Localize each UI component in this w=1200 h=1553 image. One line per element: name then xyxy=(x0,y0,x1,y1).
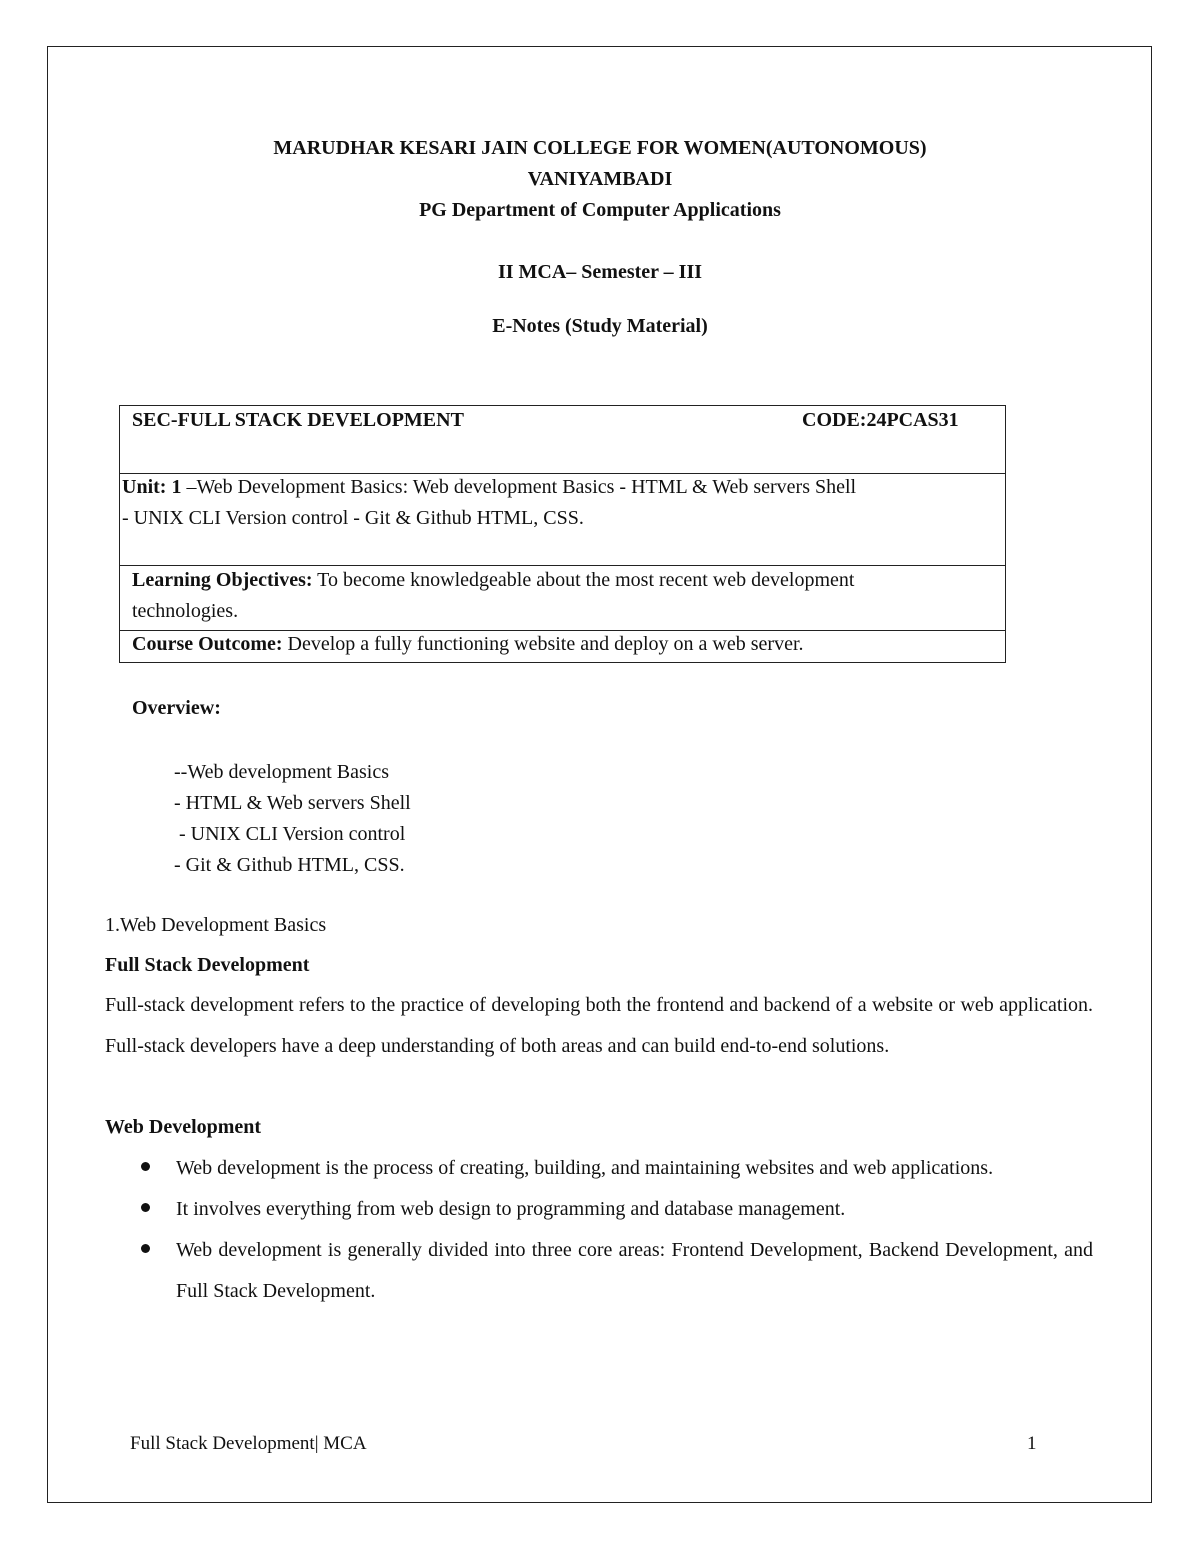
outcome-row xyxy=(120,631,1005,662)
full-stack-paragraph: Full-stack development refers to the practice of developing both the frontend and backend of a website or web application. Full-stack developers have a deep understanding of both areas and can build end-to-end solutions. xyxy=(105,994,1093,1057)
overview-item: - Git & Github HTML, CSS. xyxy=(174,854,405,876)
course-title: SEC-FULL STACK DEVELOPMENT xyxy=(132,409,464,431)
course-title-row xyxy=(120,406,1005,474)
notes-type: E-Notes (Study Material) xyxy=(492,315,708,337)
overview-list xyxy=(174,757,411,881)
unit-line-2: - UNIX CLI Version control - Git & Github HTML, CSS. xyxy=(122,507,584,529)
course-info-table xyxy=(119,405,1006,663)
objectives-line-1 xyxy=(132,569,854,592)
list-item xyxy=(105,1148,1093,1189)
section-title: 1.Web Development Basics xyxy=(105,914,327,936)
college-name: MARUDHAR KESARI JAIN COLLEGE FOR WOMEN(AUTONOMOUS) xyxy=(273,137,927,159)
objectives-row xyxy=(120,566,1005,631)
college-city: VANIYAMBADI xyxy=(527,168,673,190)
outcome-label: Course Outcome: xyxy=(132,633,283,655)
bullet-text: Web development is the process of creating, building, and maintaining websites and web applications. xyxy=(176,1157,994,1179)
unit-text-1: –Web Development Basics: Web development Basics - HTML & Web servers Shell xyxy=(181,476,857,498)
outcome-text: Develop a fully functioning website and deploy on a web server. xyxy=(282,633,804,655)
bullet-icon xyxy=(141,1162,150,1171)
unit-line-1 xyxy=(122,476,856,499)
department-name: PG Department of Computer Applications xyxy=(419,199,781,221)
bullet-text: It involves everything from web design to programming and database management. xyxy=(176,1198,846,1220)
unit-label: Unit: 1 xyxy=(122,476,182,498)
unit-row xyxy=(120,474,1005,566)
bullet-icon xyxy=(141,1203,150,1212)
page-number: 1 xyxy=(1027,1433,1037,1454)
web-development-bullets xyxy=(105,1148,1093,1312)
web-development-heading: Web Development xyxy=(105,1116,262,1138)
course-code: CODE:24PCAS31 xyxy=(802,409,959,431)
objectives-text-1: To become knowledgeable about the most recent web development xyxy=(312,569,855,591)
bullet-icon xyxy=(141,1244,150,1253)
full-stack-heading: Full Stack Development xyxy=(105,954,310,976)
overview-item: - HTML & Web servers Shell xyxy=(174,792,411,814)
footer-title: Full Stack Development| MCA xyxy=(130,1433,367,1454)
bullet-text: Web development is generally divided into three core areas: Frontend Development, Backend Development, and Full Stack Development. xyxy=(176,1239,1093,1302)
overview-heading: Overview: xyxy=(132,697,221,719)
overview-item: --Web development Basics xyxy=(174,761,389,783)
objectives-line-2: technologies. xyxy=(132,600,239,622)
list-item xyxy=(105,1189,1093,1230)
outcome-line xyxy=(132,633,804,656)
overview-item: - UNIX CLI Version control xyxy=(174,823,406,845)
semester-label: II MCA– Semester – III xyxy=(497,261,703,283)
objectives-label: Learning Objectives: xyxy=(132,569,313,591)
list-item xyxy=(105,1230,1093,1312)
